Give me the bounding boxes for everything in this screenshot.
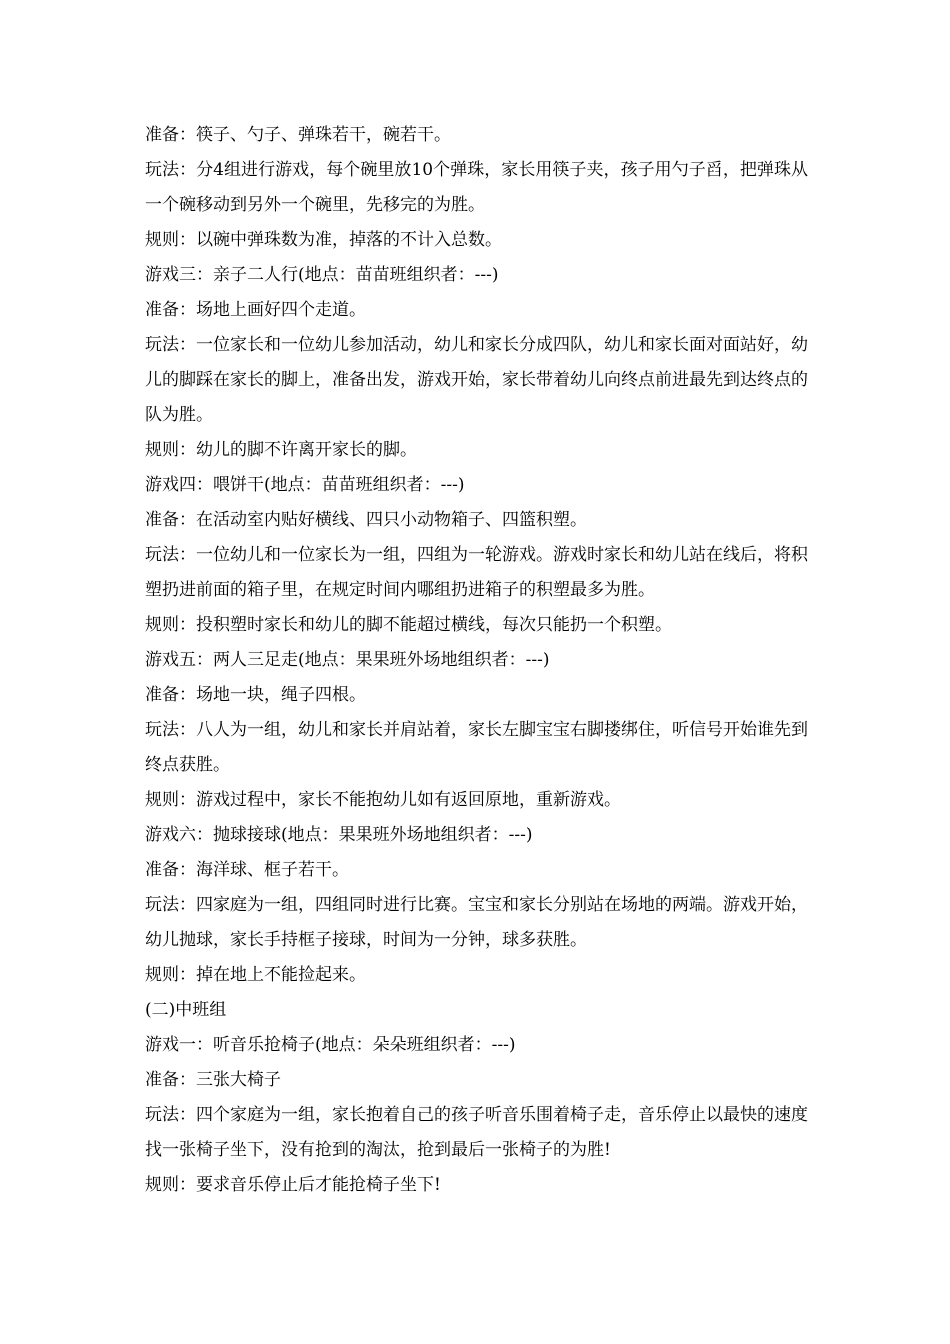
- heading-game-six: 游戏六：抛球接球(地点：果果班外场地组织者：---): [145, 825, 533, 845]
- heading-game-three: 游戏三：亲子二人行(地点：苗苗班组织者：---): [145, 265, 499, 285]
- paragraph-play-middle-game-one: 玩法：四个家庭为一组，家长抱着自己的孩子听音乐围着椅子走，音乐停止以最快的速度找一张椅子坐下，没有抢到的淘汰，抢到最后一张椅子的为胜!: [145, 1105, 808, 1160]
- section-heading-middle-class: (二)中班组: [145, 1000, 227, 1020]
- paragraph-play-game-five: 玩法：八人为一组，幼儿和家长并肩站着，家长左脚宝宝右脚搂绑住，听信号开始谁先到终点获胜。: [145, 720, 808, 775]
- paragraph-prep-game-four: 准备：在活动室内贴好横线、四只小动物箱子、四篮积塑。: [145, 510, 587, 530]
- heading-middle-game-one: 游戏一：听音乐抢椅子(地点：朵朵班组织者：---): [145, 1035, 516, 1055]
- paragraph-prep-game-three: 准备：场地上画好四个走道。: [145, 300, 366, 320]
- paragraph-rule-game-five: 规则：游戏过程中，家长不能抱幼儿如有返回原地，重新游戏。: [145, 790, 621, 810]
- heading-game-four: 游戏四：喂饼干(地点：苗苗班组织者：---): [145, 475, 465, 495]
- paragraph-prep-middle-game-one: 准备：三张大椅子: [145, 1070, 281, 1090]
- paragraph-play-game-three: 玩法：一位家长和一位幼儿参加活动，幼儿和家长分成四队，幼儿和家长面对面站好，幼儿的脚踩在家长的脚上，准备出发，游戏开始，家长带着幼儿向终点前进最先到达终点的队为胜。: [145, 335, 808, 425]
- paragraph-play-game-four: 玩法：一位幼儿和一位家长为一组，四组为一轮游戏。游戏时家长和幼儿站在线后，将积塑扔进前面的箱子里，在规定时间内哪组扔进箱子的积塑最多为胜。: [145, 545, 808, 600]
- paragraph-prep-game-five: 准备：场地一块，绳子四根。: [145, 685, 366, 705]
- paragraph-rule-game-three: 规则：幼儿的脚不许离开家长的脚。: [145, 440, 417, 460]
- paragraph-play-game-six: 玩法：四家庭为一组，四组同时进行比赛。宝宝和家长分别站在场地的两端。游戏开始，幼儿抛球，家长手持框子接球，时间为一分钟，球多获胜。: [145, 895, 808, 950]
- paragraph-rule-game-four: 规则：投积塑时家长和幼儿的脚不能超过横线，每次只能扔一个积塑。: [145, 615, 672, 635]
- heading-game-five: 游戏五：两人三足走(地点：果果班外场地组织者：---): [145, 650, 550, 670]
- paragraph-rule-game-six: 规则：掉在地上不能捡起来。: [145, 965, 366, 985]
- paragraph-rule-marbles: 规则：以碗中弹珠数为准，掉落的不计入总数。: [145, 230, 502, 250]
- document-body: [145, 118, 808, 1203]
- paragraph-rule-middle-game-one: 规则：要求音乐停止后才能抢椅子坐下!: [145, 1175, 441, 1195]
- paragraph-prep-game-six: 准备：海洋球、框子若干。: [145, 860, 349, 880]
- paragraph-prep-chopsticks: 准备：筷子、勺子、弹珠若干，碗若干。: [145, 125, 451, 145]
- paragraph-play-marbles: 玩法：分4组进行游戏，每个碗里放10个弹珠，家长用筷子夹，孩子用勺子舀，把弹珠从一个碗移动到另外一个碗里，先移完的为胜。: [145, 160, 808, 215]
